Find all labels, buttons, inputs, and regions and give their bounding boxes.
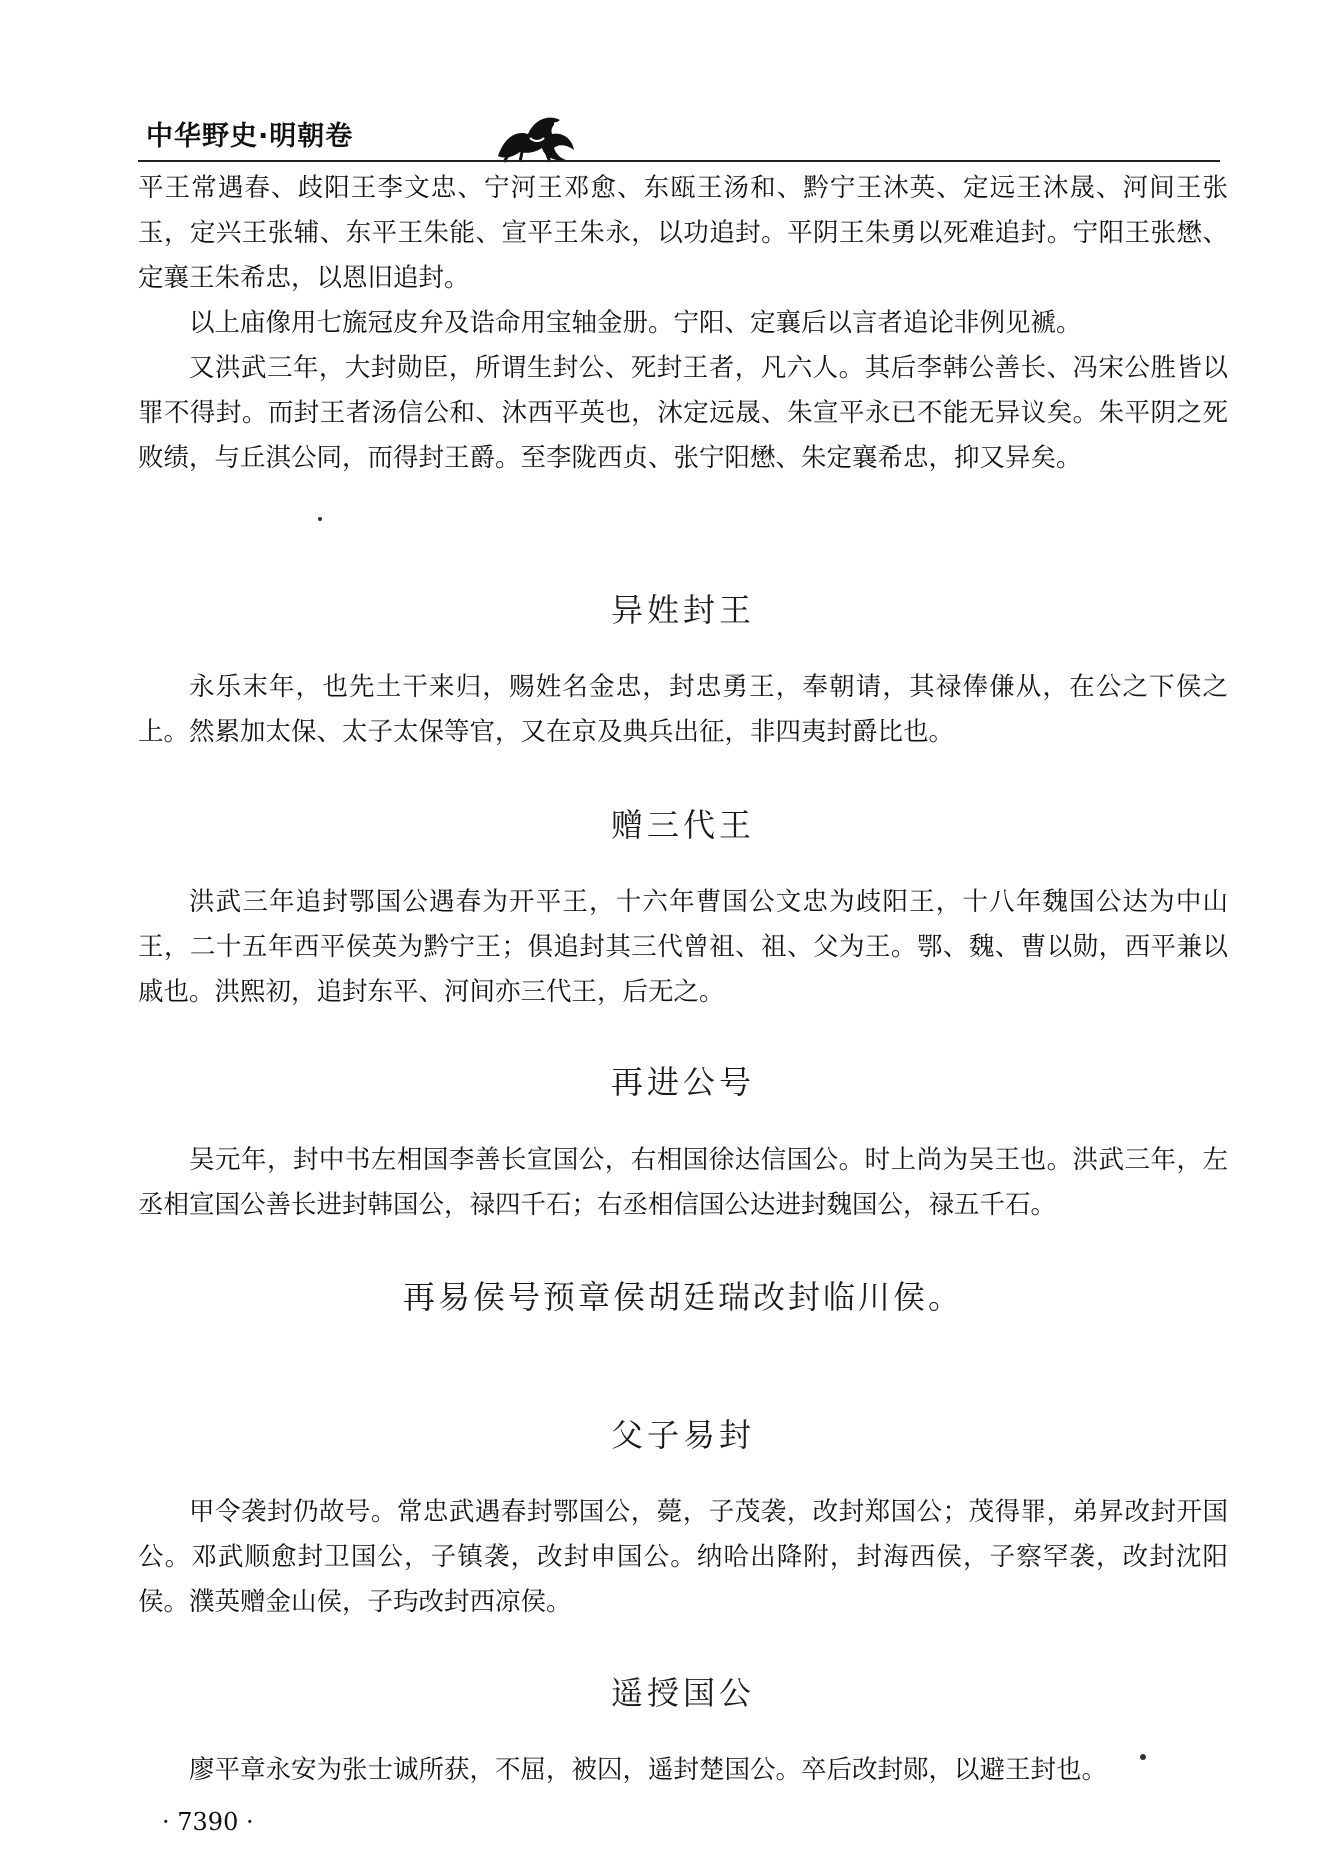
- header-rule: [138, 160, 1220, 162]
- scan-speck: [1140, 1754, 1146, 1760]
- paragraph: 永乐末年，也先土干来归，赐姓名金忠，封忠勇王，奉朝请，其禄俸傔从，在公之下侯之上。然累加太保、太子太保等官，又在京及典兵出征，非四夷封爵比也。: [138, 672, 1228, 747]
- intro-section: [138, 166, 1228, 481]
- paragraph: 以上庙像用七旒冠皮弁及诰命用宝轴金册。宁阳、定襄后以言者追论非例见褫。: [189, 308, 1082, 338]
- section-heading: 再进公号: [610, 1063, 755, 1101]
- section-body: [138, 1748, 1228, 1793]
- paragraph: 吴元年，封中书左相国李善长宣国公，右相国徐达信国公。时上尚为吴王也。洪武三年，左丞相宣国公善长进封韩国公，禄四千石；右丞相信国公达进封魏国公，禄五千石。: [138, 1145, 1228, 1220]
- section-heading: 再易侯号预章侯胡廷瑞改封临川侯。: [402, 1278, 963, 1316]
- page-number: · 7390 ·: [162, 1808, 254, 1836]
- section-heading: 异姓封王: [610, 591, 755, 629]
- section-heading: 赠三代王: [610, 806, 755, 844]
- paragraph: 又洪武三年，大封勋臣，所谓生封公、死封王者，凡六人。其后李韩公善长、冯宋公胜皆以罪不得封。而封王者汤信公和、沐西平英也，沐定远晟、朱宣平永已不能无异议矣。朱平阴之死败绩，与丘淇公同，而得封王爵。至李陇西贞、张宁阳懋、朱定襄希忠，抑又异矣。: [138, 353, 1228, 473]
- paragraph: 廖平章永安为张士诚所获，不屈，被囚，遥封楚国公。卒后改封郧，以避王封也。: [189, 1755, 1108, 1785]
- paragraph: 洪武三年追封鄂国公遇春为开平王，十六年曹国公文忠为歧阳王，十八年魏国公达为中山王，二十五年西平侯英为黔宁王；俱追封其三代曾祖、祖、父为王。鄂、魏、曹以勋，西平兼以戚也。洪熙初，追封东平、河间亦三代王，后无之。: [138, 887, 1228, 1007]
- section-body: [138, 1490, 1228, 1625]
- dragon-emblem-icon: [490, 108, 580, 164]
- scan-speck: [318, 517, 322, 521]
- book-title: 中华野史·明朝卷: [146, 121, 354, 152]
- section-body: [138, 880, 1228, 1015]
- section-heading: 父子易封: [610, 1416, 755, 1454]
- running-header: [138, 108, 588, 158]
- paragraph: 平王常遇春、歧阳王李文忠、宁河王邓愈、东瓯王汤和、黔宁王沐英、定远王沐晟、河间王张玉，定兴王张辅、东平王朱能、宣平王朱永，以功追封。平阴王朱勇以死难追封。宁阳王张懋、定襄王朱希忠，以恩旧追封。: [138, 173, 1228, 293]
- section-body: [138, 665, 1228, 755]
- section-heading: 遥授国公: [610, 1674, 755, 1712]
- paragraph: 甲令袭封仍故号。常忠武遇春封鄂国公，薨，子茂袭，改封郑国公；茂得罪，弟昇改封开国公。邓武顺愈封卫国公，子镇袭，改封申国公。纳哈出降附，封海西侯，子察罕袭，改封沈阳侯。濮英赠金山侯，子玙改封西凉侯。: [138, 1497, 1228, 1617]
- section-body: [138, 1138, 1228, 1228]
